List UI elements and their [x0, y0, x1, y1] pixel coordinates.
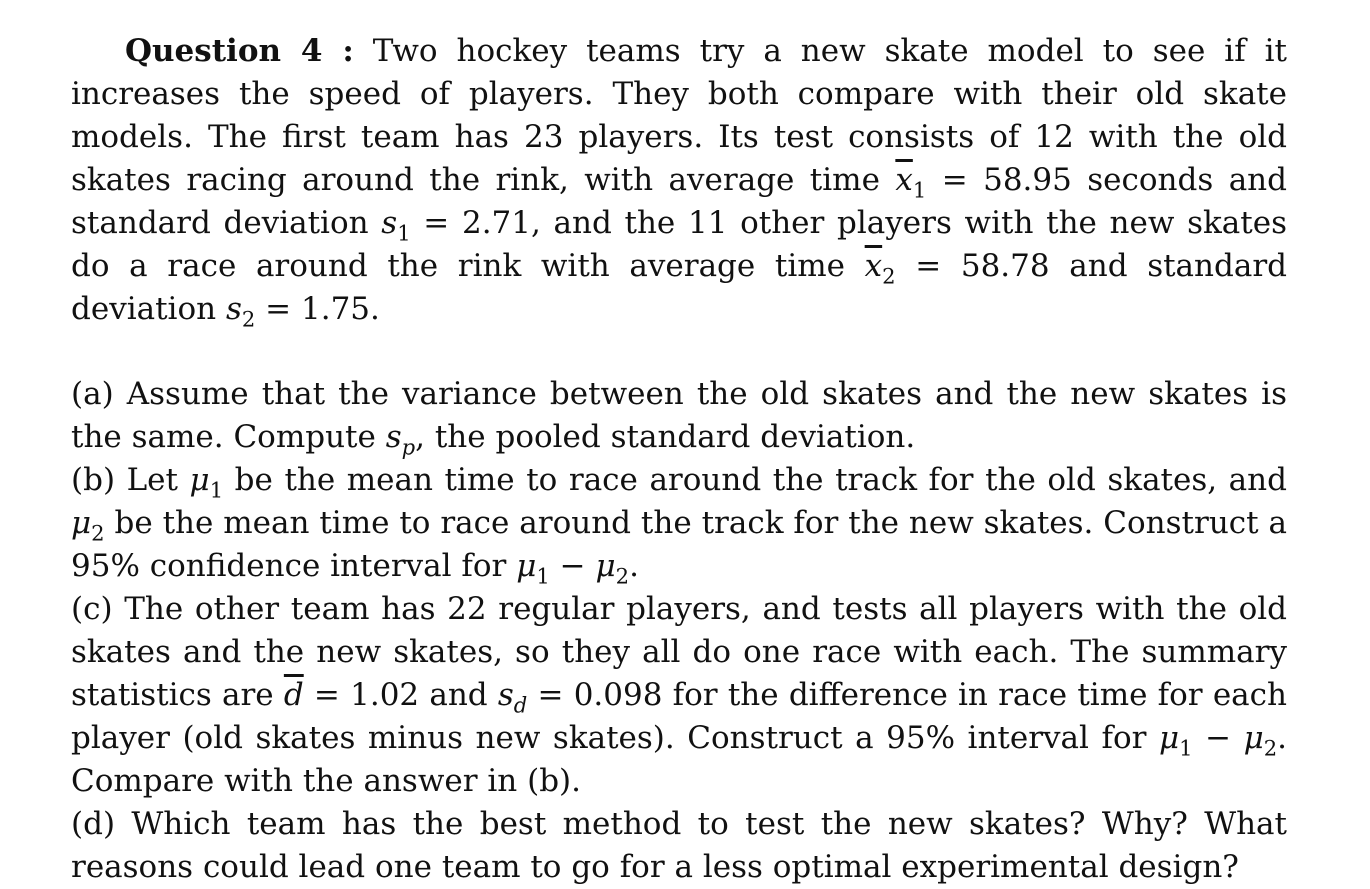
part-c-text-3: = 0.098 for the difference in race time for each player (old skates minus new skates). Construct a 95% interval for [71, 677, 1287, 756]
part-d [71, 803, 1287, 889]
intro-text-5: = 1.75. [255, 291, 380, 327]
mu2-symbol: μ [71, 505, 92, 541]
xbar1-symbol: $\overline{x}$ [895, 162, 913, 198]
part-c-text-2: = 1.02 and [303, 677, 498, 713]
paragraph-gap [71, 331, 1287, 373]
question-label: Question 4 : [125, 33, 354, 69]
intro-text-3: = 2.71, and the 11 other players with the new skates do a race around the rink with average time [71, 205, 1287, 284]
part-b-text-4: . [629, 548, 639, 584]
part-c-text-4: . Compare with the answer in (b). [71, 720, 1288, 799]
mu1-symbol-c: μ [1158, 720, 1180, 756]
mu2-subscript-c: 2 [1263, 735, 1278, 761]
part-b-text-1: (b) Let [71, 462, 190, 498]
mu1-symbol: μ [189, 462, 210, 498]
s2-symbol: s [225, 291, 242, 327]
part-a-text-1: (a) Assume that the variance between the old skates and the new skates is the same. Compute [71, 376, 1287, 455]
s2-subscript: 2 [241, 306, 256, 332]
s1-subscript: 1 [397, 220, 411, 246]
sd-subscript: d [513, 692, 528, 718]
xbar2-subscript: 2 [882, 263, 896, 289]
intro-text-4: = 58.78 and standard deviation [71, 248, 1287, 327]
mu2-subscript: 2 [91, 520, 105, 546]
mu1-subscript-c: 1 [1179, 735, 1193, 761]
mu2-subscript-diff: 2 [615, 563, 630, 589]
part-c [71, 588, 1287, 803]
mu1-subscript-diff: 1 [536, 563, 550, 589]
sp-symbol: s [385, 419, 402, 455]
mu1-subscript: 1 [209, 477, 224, 503]
mu2-symbol-c: μ [1243, 720, 1264, 756]
part-c-text-1: (c) The other team has 22 regular players, and tests all players with the old skates and the new skates, so they all do one race with each. The summary statistics are [71, 591, 1287, 713]
part-b [71, 459, 1287, 588]
mu2-symbol-diff: μ [595, 548, 616, 584]
xbar2-symbol: $\overline{x}$ [864, 248, 883, 284]
part-b-text-3: be the mean time to race around the track for the new skates. Construct a 95% confidence interval for [71, 505, 1287, 584]
intro-text-2: = 58.95 seconds and standard deviation [71, 162, 1287, 241]
mu1-symbol-diff: μ [516, 548, 537, 584]
question-document [71, 30, 1287, 889]
minus-sign: − [549, 548, 596, 584]
part-a [71, 373, 1287, 459]
xbar1-subscript: 1 [912, 177, 927, 203]
intro-text-1: Two hockey teams try a new skate model to see if it increases the speed of players. They both compare with their old skate models. The first team has 23 players. Its test consists of 12 with the old skates racing around the rink, with average time [71, 33, 1287, 198]
sp-subscript: p [401, 434, 416, 460]
minus-sign-c: − [1192, 720, 1244, 756]
part-d-text: (d) Which team has the best method to test the new skates? Why? What reasons could lead one team to go for a less optimal experimental design? [71, 806, 1287, 885]
dbar-symbol: $\overline{d}$ [283, 677, 304, 713]
part-a-text-2: , the pooled standard deviation. [415, 419, 916, 455]
question-intro [71, 30, 1287, 331]
sd-symbol: s [497, 677, 514, 713]
s1-symbol: s [381, 205, 398, 241]
part-b-text-2: be the mean time to race around the track for the old skates, and [223, 462, 1287, 498]
